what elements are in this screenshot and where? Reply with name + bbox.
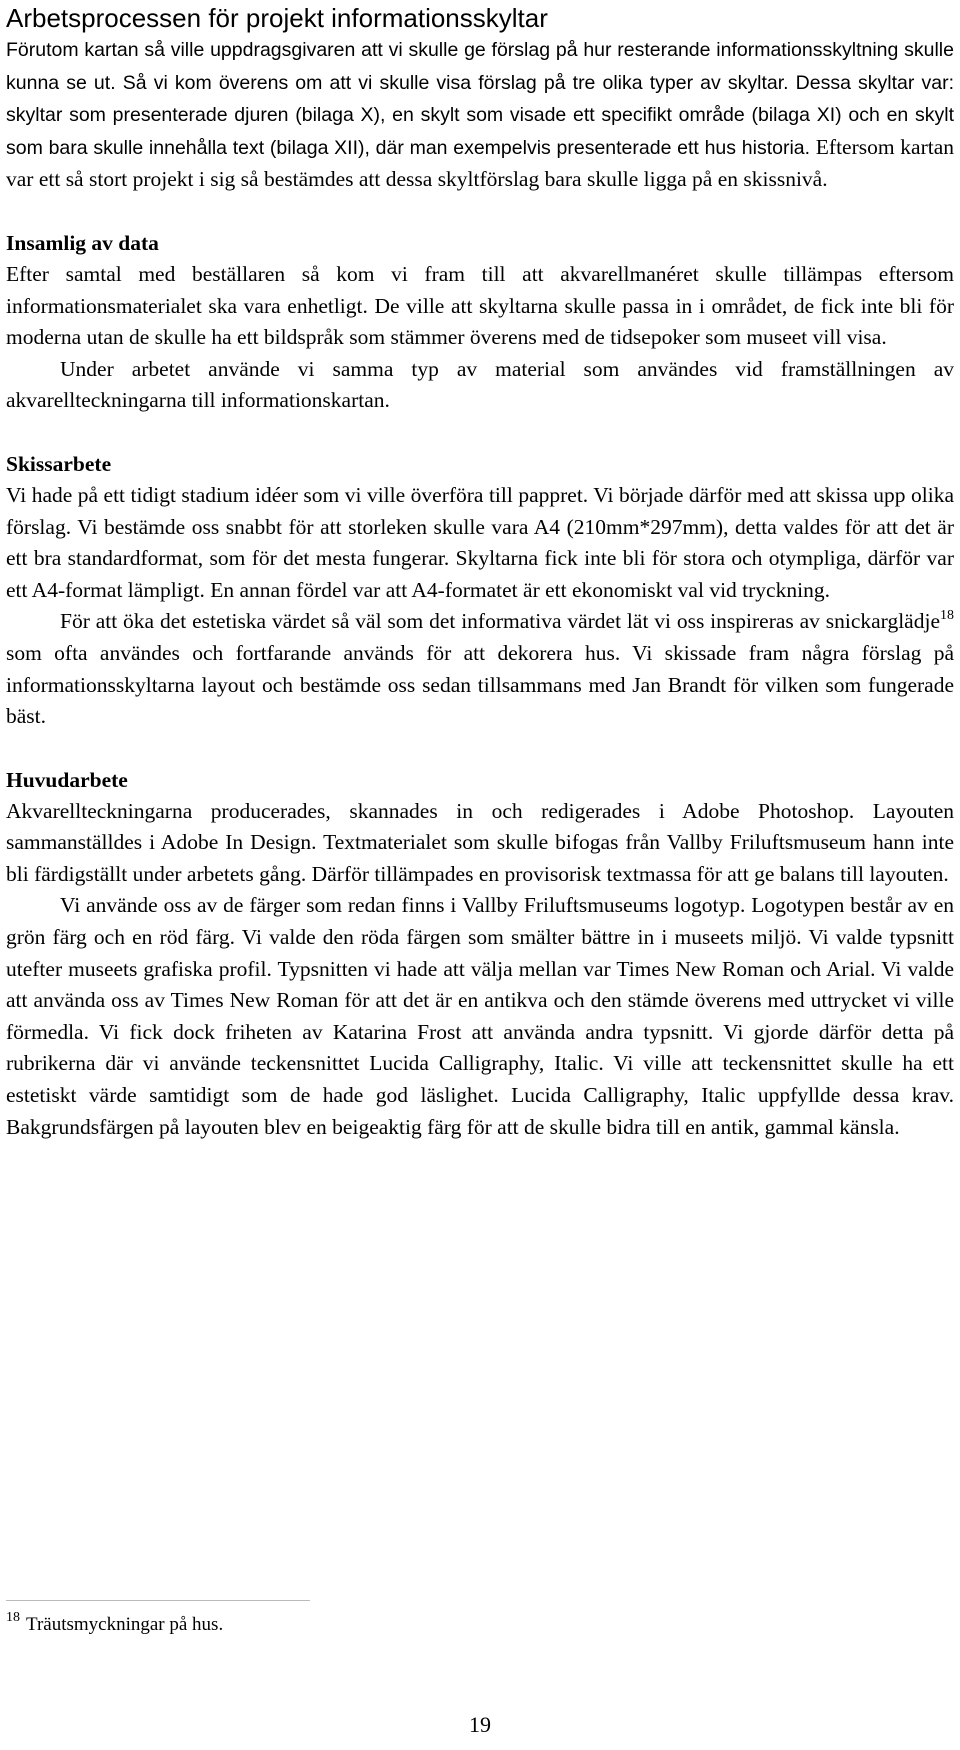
intro-text-4: Eftersom kartan var ett så stort projekt i sig så bestämdes att dessa skyltförslag bara skulle ligga på en skissnivå. — [6, 134, 955, 192]
footnote-reference[interactable]: 18 — [940, 608, 954, 624]
insamling-paragraph-2: Under arbetet använde vi samma typ av material som användes vid framställningen av akvarellteckningarna till informationskartan. — [6, 356, 954, 413]
heading-skissarbete: Skissarbete — [6, 451, 112, 476]
footnote — [6, 1610, 224, 1636]
footnote-divider — [6, 1600, 310, 1601]
skissarbete-p2-after: som ofta användes och fortfarande används för att dekorera hus. Vi skissade fram några förslag på informationsskyltarna layout och bestämde oss sedan tillsammans med Jan Brandt för vilken som fungerade bäst. — [6, 640, 954, 729]
heading-insamling: Insamlig av data — [6, 230, 159, 255]
footnote-number: 18 — [6, 1610, 20, 1625]
section-gap — [6, 733, 954, 764]
intro-text-1: Förutom kartan så ville uppdragsgivaren att vi skulle ge förslag på hur resterande informationsskyltning skulle kunna se ut. — [6, 39, 954, 94]
footnote-text: Träutsmyckningar på hus. — [26, 1614, 224, 1635]
skissarbete-paragraph-2 — [6, 606, 954, 732]
page-title: Arbetsprocessen för projekt informationsskyltar — [6, 3, 548, 33]
intro-text-2: Så vi kom överens om att vi skulle visa förslag på tre olika typer av skyltar. — [122, 71, 796, 94]
skissarbete-p2-before: För att öka det estetiska värdet så väl som det informativa värdet lät vi oss inspireras av snickarglädje — [60, 609, 940, 634]
huvudarbete-paragraph-1: Akvarellteckningarna producerades, skannades in och redigerades i Adobe Photoshop. Layouten sammanställdes i Adobe In Design. Textmaterialet som skulle bifogas från Vallby Friluftsmuseum hann inte bli färdigställt under arbetets gång. Därför tillämpades en provisorisk textmassa för att ge balans till layouten. — [6, 798, 954, 886]
skissarbete-paragraph-1: Vi hade på ett tidigt stadium idéer som vi ville överföra till pappret. Vi började därför med att skissa upp olika förslag. Vi bestämde oss snabbt för att storleken skulle vara A4 (210mm*297mm), detta valdes för att det är ett bra standardformat, som för det mesta fungerar. Skyltarna fick inte bli för stora och otympliga, därför var ett A4-format lämpligt. En annan fördel var att A4-formatet är ett ekonomiskt val vid tryckning. — [6, 482, 954, 602]
section-gap — [6, 196, 954, 227]
page-content — [6, 0, 954, 1143]
insamling-paragraph-1: Efter samtal med beställaren så kom vi fram till att akvarellmanéret skulle tillämpas eftersom informationsmaterialet ska vara enhetligt. De ville att skyltarna skulle passa in i området, de fick inte bli för moderna utan de skulle ha ett bildspråk som stämmer överens med de tidsepoker som museet vill visa. — [6, 261, 954, 350]
intro-text-3: Dessa skyltar var: skyltar som presenterade djuren (bilaga X), en skylt som visade ett specifikt område (bilaga XI) och en skylt som bara skulle innehålla text (bilaga XII), där man exempelvis presenterade ett hus historia. — [6, 71, 955, 159]
huvudarbete-paragraph-2: Vi använde oss av de färger som redan finns i Vallby Friluftsmuseums logotyp. Logotypen består av en grön färg och en röd färg. Vi valde den röda färgen som smälter bättre in i museets miljö. Vi valde typsnitt utefter museets grafiska profil. Typsnitten vi hade att välja mellan var Times New Roman och Arial. Vi valde att använda oss av Times New Roman för att det är en antikva och den stämde överens med uttrycket vi ville förmedla. Vi fick dock friheten av Katarina Frost att använda andra typsnitt. Vi gjorde därför detta på rubrikerna där vi använde teckensnittet Lucida Calligraphy, Italic. Vi ville att teckensnittet skulle ha ett estetiskt värde samtidigt som de hade god läslighet. Lucida Calligraphy, Italic uppfyllde dessa krav. Bakgrundsfärgen på layouten blev en beigeaktig färg för att de skulle bidra till en antik, gammal känsla. — [6, 893, 954, 1139]
page-number: 19 — [469, 1712, 491, 1737]
heading-huvudarbete: Huvudarbete — [6, 767, 128, 792]
intro-paragraph — [6, 34, 954, 196]
section-gap — [6, 417, 954, 448]
